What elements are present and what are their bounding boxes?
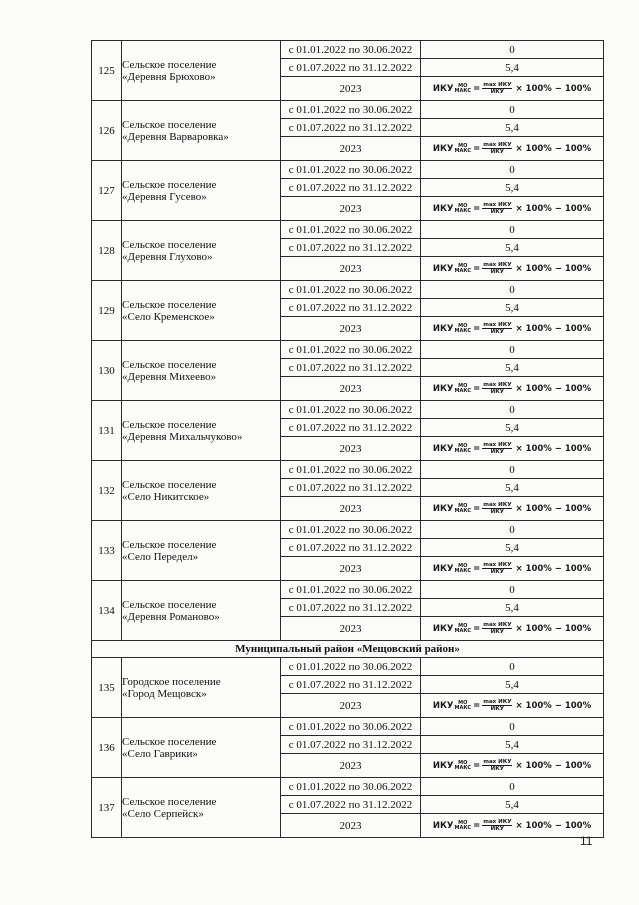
formula-cell [421,257,604,281]
formula-symbol: ИКУ [432,700,454,711]
period-second: с 01.07.2022 по 31.12.2022 [281,299,421,317]
formula-equals: = [473,383,481,394]
settlement-name [122,41,281,101]
settlement-title: «Село Передел» [122,550,199,563]
period-second: с 01.07.2022 по 31.12.2022 [281,796,421,814]
settlement-type: Сельское поселение [122,118,217,131]
year-cell: 2023 [281,77,421,101]
formula-symbol: ИКУ [432,203,454,214]
value-second: 5,4 [421,239,604,257]
index-formula [433,622,591,635]
settlement-name [122,221,281,281]
settlement-type: Сельское поселение [122,418,217,431]
formula-equals: = [473,760,481,771]
value-second: 5,4 [421,599,604,617]
formula-rest: × 100% − 100% [515,563,592,574]
formula-sup: МО [458,202,468,209]
district-section [92,641,604,658]
formula-sup: МО [458,759,468,766]
row-number: 135 [92,658,122,718]
formula-sub: МАКС [454,704,472,711]
formula-cell [421,694,604,718]
value-first: 0 [421,41,604,59]
row-number: 125 [92,41,122,101]
formula-sub: МАКС [454,207,472,214]
period-second: с 01.07.2022 по 31.12.2022 [281,539,421,557]
formula-denominator: ИКУ [490,449,505,456]
period-second: с 01.07.2022 по 31.12.2022 [281,359,421,377]
formula-sup: МО [458,82,468,89]
row-number: 133 [92,521,122,581]
year-cell: 2023 [281,754,421,778]
value-second: 5,4 [421,676,604,694]
period-first: с 01.01.2022 по 30.06.2022 [281,718,421,736]
formula-indices [454,504,471,514]
formula-cell [421,197,604,221]
settlement-type: Сельское поселение [122,358,217,371]
value-second: 5,4 [421,359,604,377]
formula-rest: × 100% − 100% [515,623,592,634]
formula-fraction [482,622,512,635]
formula-cell [421,317,604,341]
period-second: с 01.07.2022 по 31.12.2022 [281,119,421,137]
year-cell: 2023 [281,437,421,461]
settlement-name [122,281,281,341]
formula-equals: = [473,623,481,634]
table-row-period-1 [92,778,604,796]
table-row-period-1 [92,341,604,359]
index-formula [433,202,591,215]
table-row-period-1 [92,41,604,59]
formula-cell [421,617,604,641]
settlement-title: «Деревня Гусево» [122,190,207,203]
formula-indices [454,444,471,454]
index-formula [433,502,591,515]
value-first: 0 [421,658,604,676]
period-second: с 01.07.2022 по 31.12.2022 [281,59,421,77]
formula-sub: МАКС [454,147,472,154]
formula-lhs [433,700,471,712]
period-second: с 01.07.2022 по 31.12.2022 [281,736,421,754]
formula-equals: = [473,323,481,334]
table-row-period-1 [92,281,604,299]
formula-denominator: ИКУ [490,149,505,156]
settlement-title: «Деревня Михальчуково» [122,430,243,443]
formula-fraction [482,759,512,772]
period-first: с 01.01.2022 по 30.06.2022 [281,461,421,479]
table-row-period-1 [92,161,604,179]
formula-sup: МО [458,622,468,629]
formula-symbol: ИКУ [432,820,454,831]
formula-sub: МАКС [454,567,472,574]
formula-numerator: max ИКУ [483,442,512,449]
formula-rest: × 100% − 100% [515,443,592,454]
table-row-period-1 [92,401,604,419]
formula-fraction [482,502,512,515]
formula-denominator: ИКУ [490,269,505,276]
formula-equals: = [473,563,481,574]
value-second: 5,4 [421,419,604,437]
formula-denominator: ИКУ [490,209,505,216]
formula-fraction [482,82,512,95]
period-second: с 01.07.2022 по 31.12.2022 [281,599,421,617]
formula-denominator: ИКУ [490,89,505,96]
formula-indices [454,204,471,214]
table-row-period-1 [92,658,604,676]
value-first: 0 [421,778,604,796]
formula-numerator: max ИКУ [483,322,512,329]
formula-fraction [482,322,512,335]
year-cell: 2023 [281,497,421,521]
formula-numerator: max ИКУ [483,502,512,509]
table-row-period-1 [92,461,604,479]
period-second: с 01.07.2022 по 31.12.2022 [281,179,421,197]
formula-equals: = [473,700,481,711]
formula-rest: × 100% − 100% [515,323,592,334]
settlement-name [122,778,281,838]
formula-equals: = [473,443,481,454]
formula-denominator: ИКУ [490,706,505,713]
formula-denominator: ИКУ [490,629,505,636]
year-cell: 2023 [281,694,421,718]
row-number: 130 [92,341,122,401]
formula-indices [454,84,471,94]
formula-numerator: max ИКУ [483,82,512,89]
settlement-name [122,581,281,641]
formula-rest: × 100% − 100% [515,263,592,274]
formula-lhs [433,83,471,95]
formula-rest: × 100% − 100% [515,760,592,771]
index-formula [433,562,591,575]
formula-numerator: max ИКУ [483,819,512,826]
row-number: 136 [92,718,122,778]
formula-numerator: max ИКУ [483,142,512,149]
formula-sup: МО [458,562,468,569]
formula-rest: × 100% − 100% [515,143,592,154]
settlement-name [122,658,281,718]
year-cell: 2023 [281,137,421,161]
settlement-type: Сельское поселение [122,538,217,551]
settlement-type: Сельское поселение [122,298,217,311]
year-cell: 2023 [281,317,421,341]
formula-cell [421,497,604,521]
formula-symbol: ИКУ [432,263,454,274]
period-second: с 01.07.2022 по 31.12.2022 [281,676,421,694]
value-first: 0 [421,718,604,736]
formula-sup: МО [458,819,468,826]
value-first: 0 [421,101,604,119]
formula-lhs [433,203,471,215]
period-first: с 01.01.2022 по 30.06.2022 [281,281,421,299]
formula-lhs [433,263,471,275]
formula-indices [454,144,471,154]
period-first: с 01.01.2022 по 30.06.2022 [281,581,421,599]
formula-sup: МО [458,142,468,149]
row-number: 137 [92,778,122,838]
settlement-type: Сельское поселение [122,478,217,491]
value-second: 5,4 [421,796,604,814]
settlement-name [122,521,281,581]
formula-lhs [433,323,471,335]
year-cell: 2023 [281,617,421,641]
formula-lhs [433,443,471,455]
row-number: 128 [92,221,122,281]
formula-cell [421,754,604,778]
year-cell: 2023 [281,557,421,581]
period-first: с 01.01.2022 по 30.06.2022 [281,778,421,796]
settlement-name [122,718,281,778]
settlement-type: Сельское поселение [122,58,217,71]
formula-denominator: ИКУ [490,389,505,396]
formula-lhs [433,143,471,155]
value-second: 5,4 [421,479,604,497]
formula-symbol: ИКУ [432,503,454,514]
settlement-name [122,461,281,521]
index-formula [433,142,591,155]
formula-sub: МАКС [454,824,472,831]
year-cell: 2023 [281,257,421,281]
formula-numerator: max ИКУ [483,699,512,706]
settlement-type: Сельское поселение [122,735,217,748]
index-formula [433,322,591,335]
formula-equals: = [473,503,481,514]
formula-cell [421,77,604,101]
formula-rest: × 100% − 100% [515,83,592,94]
settlement-title: «Село Гаврики» [122,747,198,760]
row-number: 132 [92,461,122,521]
district-heading-row [92,641,604,658]
formula-numerator: max ИКУ [483,562,512,569]
table-row-period-1 [92,521,604,539]
settlement-type: Сельское поселение [122,598,217,611]
formula-sub: МАКС [454,764,472,771]
value-first: 0 [421,161,604,179]
row-number: 126 [92,101,122,161]
period-second: с 01.07.2022 по 31.12.2022 [281,239,421,257]
value-first: 0 [421,581,604,599]
value-second: 5,4 [421,539,604,557]
formula-indices [454,701,471,711]
formula-sub: МАКС [454,507,472,514]
settlement-name [122,101,281,161]
settlement-name [122,401,281,461]
period-first: с 01.01.2022 по 30.06.2022 [281,41,421,59]
formula-fraction [482,262,512,275]
formula-rest: × 100% − 100% [515,503,592,514]
period-first: с 01.01.2022 по 30.06.2022 [281,101,421,119]
formula-fraction [482,819,512,832]
period-first: с 01.01.2022 по 30.06.2022 [281,521,421,539]
tariff-index-table [91,40,604,838]
formula-fraction [482,382,512,395]
formula-cell [421,377,604,401]
formula-sub: МАКС [454,627,472,634]
year-cell: 2023 [281,197,421,221]
formula-symbol: ИКУ [432,383,454,394]
table-row-period-1 [92,581,604,599]
table-body-after [92,658,604,838]
formula-equals: = [473,820,481,831]
formula-indices [454,564,471,574]
formula-symbol: ИКУ [432,143,454,154]
index-formula [433,699,591,712]
period-first: с 01.01.2022 по 30.06.2022 [281,161,421,179]
formula-symbol: ИКУ [432,563,454,574]
index-formula [433,262,591,275]
value-first: 0 [421,281,604,299]
settlement-type: Сельское поселение [122,178,217,191]
period-second: с 01.07.2022 по 31.12.2022 [281,479,421,497]
formula-equals: = [473,263,481,274]
settlement-type: Сельское поселение [122,238,217,251]
formula-numerator: max ИКУ [483,622,512,629]
period-first: с 01.01.2022 по 30.06.2022 [281,341,421,359]
settlement-name [122,341,281,401]
formula-symbol: ИКУ [432,323,454,334]
value-first: 0 [421,221,604,239]
value-second: 5,4 [421,736,604,754]
index-formula [433,759,591,772]
index-formula [433,819,591,832]
formula-equals: = [473,83,481,94]
table-body-before [92,41,604,641]
formula-lhs [433,383,471,395]
formula-sup: МО [458,699,468,706]
settlement-type: Сельское поселение [122,795,217,808]
formula-sup: МО [458,322,468,329]
formula-sup: МО [458,262,468,269]
year-cell: 2023 [281,377,421,401]
formula-denominator: ИКУ [490,569,505,576]
value-second: 5,4 [421,179,604,197]
table-row-period-1 [92,221,604,239]
settlement-title: «Село Серпейск» [122,807,204,820]
value-second: 5,4 [421,299,604,317]
formula-sub: МАКС [454,87,472,94]
formula-sup: МО [458,502,468,509]
formula-fraction [482,699,512,712]
formula-numerator: max ИКУ [483,202,512,209]
formula-cell [421,814,604,838]
settlement-title: «Село Никитское» [122,490,210,503]
formula-rest: × 100% − 100% [515,700,592,711]
formula-sup: МО [458,442,468,449]
formula-indices [454,264,471,274]
index-formula [433,82,591,95]
formula-indices [454,324,471,334]
formula-indices [454,821,471,831]
formula-fraction [482,562,512,575]
period-first: с 01.01.2022 по 30.06.2022 [281,221,421,239]
formula-indices [454,384,471,394]
formula-sub: МАКС [454,387,472,394]
formula-lhs [433,563,471,575]
formula-indices [454,761,471,771]
row-number: 131 [92,401,122,461]
formula-rest: × 100% − 100% [515,820,592,831]
formula-symbol: ИКУ [432,83,454,94]
settlement-type: Городское поселение [122,675,221,688]
district-heading: Муниципальный район «Мещовский район» [92,641,604,658]
formula-symbol: ИКУ [432,443,454,454]
formula-fraction [482,442,512,455]
year-cell: 2023 [281,814,421,838]
formula-denominator: ИКУ [490,826,505,833]
formula-denominator: ИКУ [490,329,505,336]
settlement-title: «Деревня Глухово» [122,250,213,263]
value-second: 5,4 [421,119,604,137]
formula-rest: × 100% − 100% [515,383,592,394]
formula-symbol: ИКУ [432,760,454,771]
index-formula [433,382,591,395]
settlement-title: «Деревня Михеево» [122,370,217,383]
formula-numerator: max ИКУ [483,262,512,269]
formula-cell [421,437,604,461]
table-row-period-1 [92,101,604,119]
settlement-title: «Деревня Варваровка» [122,130,229,143]
formula-cell [421,137,604,161]
value-first: 0 [421,521,604,539]
formula-numerator: max ИКУ [483,759,512,766]
value-second: 5,4 [421,59,604,77]
period-second: с 01.07.2022 по 31.12.2022 [281,419,421,437]
formula-sup: МО [458,382,468,389]
row-number: 129 [92,281,122,341]
formula-denominator: ИКУ [490,766,505,773]
formula-fraction [482,142,512,155]
period-first: с 01.01.2022 по 30.06.2022 [281,658,421,676]
formula-denominator: ИКУ [490,509,505,516]
formula-lhs [433,760,471,772]
formula-rest: × 100% − 100% [515,203,592,214]
period-first: с 01.01.2022 по 30.06.2022 [281,401,421,419]
index-formula [433,442,591,455]
settlement-title: «Деревня Романово» [122,610,220,623]
row-number: 134 [92,581,122,641]
settlement-name [122,161,281,221]
formula-equals: = [473,203,481,214]
value-first: 0 [421,401,604,419]
settlement-title: «Деревня Брюхово» [122,70,216,83]
formula-cell [421,557,604,581]
formula-fraction [482,202,512,215]
formula-equals: = [473,143,481,154]
settlement-title: «Город Мещовск» [122,687,207,700]
formula-sub: МАКС [454,447,472,454]
row-number: 127 [92,161,122,221]
formula-numerator: max ИКУ [483,382,512,389]
value-first: 0 [421,341,604,359]
formula-lhs [433,623,471,635]
formula-lhs [433,820,471,832]
formula-sub: МАКС [454,267,472,274]
formula-lhs [433,503,471,515]
table-row-period-1 [92,718,604,736]
formula-indices [454,624,471,634]
formula-symbol: ИКУ [432,623,454,634]
page-number: 11 [580,834,593,848]
value-first: 0 [421,461,604,479]
settlement-title: «Село Кременское» [122,310,215,323]
formula-sub: МАКС [454,327,472,334]
